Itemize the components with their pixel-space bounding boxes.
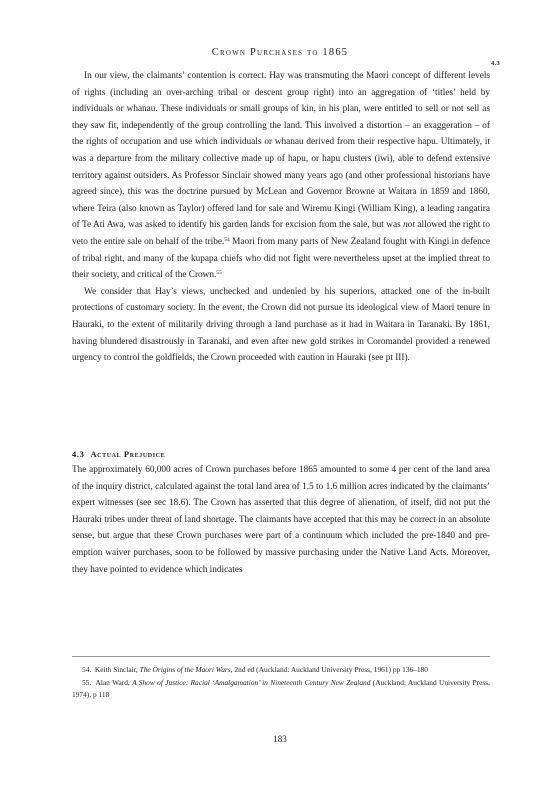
italic-text: not — [403, 220, 415, 231]
body-text — [72, 68, 490, 367]
paragraph — [72, 68, 490, 284]
footnote-54 — [72, 664, 490, 677]
footnote-ref: 55 — [216, 270, 222, 277]
section-marker: 4.3 — [490, 60, 500, 67]
text-run: , 2nd ed (Auckland: Auckland University Press, 1961) pp 136–180 — [230, 665, 428, 674]
footnotes — [72, 664, 490, 702]
italic-text: A Show of Justice: Racial ‘Amalgamation’ in Nineteenth Century New Zealand — [132, 677, 371, 687]
text-run: Maori from many parts of New Zealand fought with Kingi in defence of tribal right, and many of the kupapa chiefs who did not fight were nevertheless upset at the implied threat to their society, and critical of the Crown. — [72, 236, 490, 281]
text-run: allowed the right to veto the entire sale on behalf of the tribe. — [72, 220, 490, 247]
paragraph — [72, 284, 490, 367]
page-number: 183 — [273, 734, 287, 744]
text-run: 54. Keith Sinclair, — [82, 665, 140, 674]
text-run: (Auckland: Auckland University Press, 1974), p 118 — [72, 677, 490, 700]
footnote-divider — [72, 656, 490, 657]
footnote-ref: 54 — [224, 236, 230, 243]
paragraph — [72, 462, 490, 578]
section-number: 4.3 — [72, 449, 85, 459]
section-title: Actual Prejudice — [90, 449, 166, 459]
text-run: We consider that Hay’s views, unchecked and undenied by his superiors, attacked one of the in-built protections of customary society. In the event, the Crown did not pursue its ideological view of Maori tenure in Hauraki, to the extent of militarily driving through a land purchase as it had in Waitara in Taranaki. By 1861, having blundered disastrously in Taranaki, and even after new gold strikes in Coromandel provided a renewed urgency to control the goldfields, the Crown proceeded with caution in Hauraki (see pt III). — [72, 286, 490, 364]
text-run: The approximately 60,000 acres of Crown purchases before 1865 amounted to some 4 per cent of the land area of the inquiry district, calculated against the total land area of 1.5 to 1.6 million acres indicated by the claimants’ expert witnesses (see sec 18.6). The Crown has asserted that this degree of alienation, of itself, did not put the Hauraki tribes under threat of land shortage. The claimants have accepted that this may be correct in an absolute sense, but argue that these Crown purchases were part of a continuum which included the pre-1840 and pre-emption waiver purchases, soon to be followed by massive purchasing under the Native Land Acts. Moreover, they have pointed to evidence which indicates — [72, 465, 490, 575]
footnote-55 — [72, 677, 490, 702]
running-head: Crown Purchases to 1865 — [211, 47, 349, 58]
italic-text: The Origins of the Maori Wars — [139, 665, 231, 674]
text-run: In our view, the claimants’ contention is correct. Hay was transmuting the Maori concept of different levels of rights (including an over-arching tribal or descent group right) into an aggregation of ‘titles’ held by individuals or whanau. These individuals or small groups of kin, in his plan, were entitled to sell or not sell as they saw fit, independently of the group controlling the land. This involved a distortion – an exaggeration – of the rights of occupation and use which individuals or whanau derived from their respective hapu. Ultimately, it was a departure from the military collective made up of hapu, or hapu clusters (iwi), able to defend extensive territory against outsiders. As Professor Sinclair showed many years ago (and other professional historians have agreed since), this was the doctrine pursued by McLean and Governor Browne at Waitara in 1859 and 1860, where Teira (also known as Taylor) offered land for sale and Wiremu Kingi (William King), a leading rangatira of Te Ati Awa, was asked to identify his garden lands for excision from the sale, but was — [72, 71, 490, 231]
text-run: 55. Alan Ward, — [82, 677, 133, 687]
section-body-text — [72, 462, 490, 578]
section-heading — [72, 449, 165, 459]
